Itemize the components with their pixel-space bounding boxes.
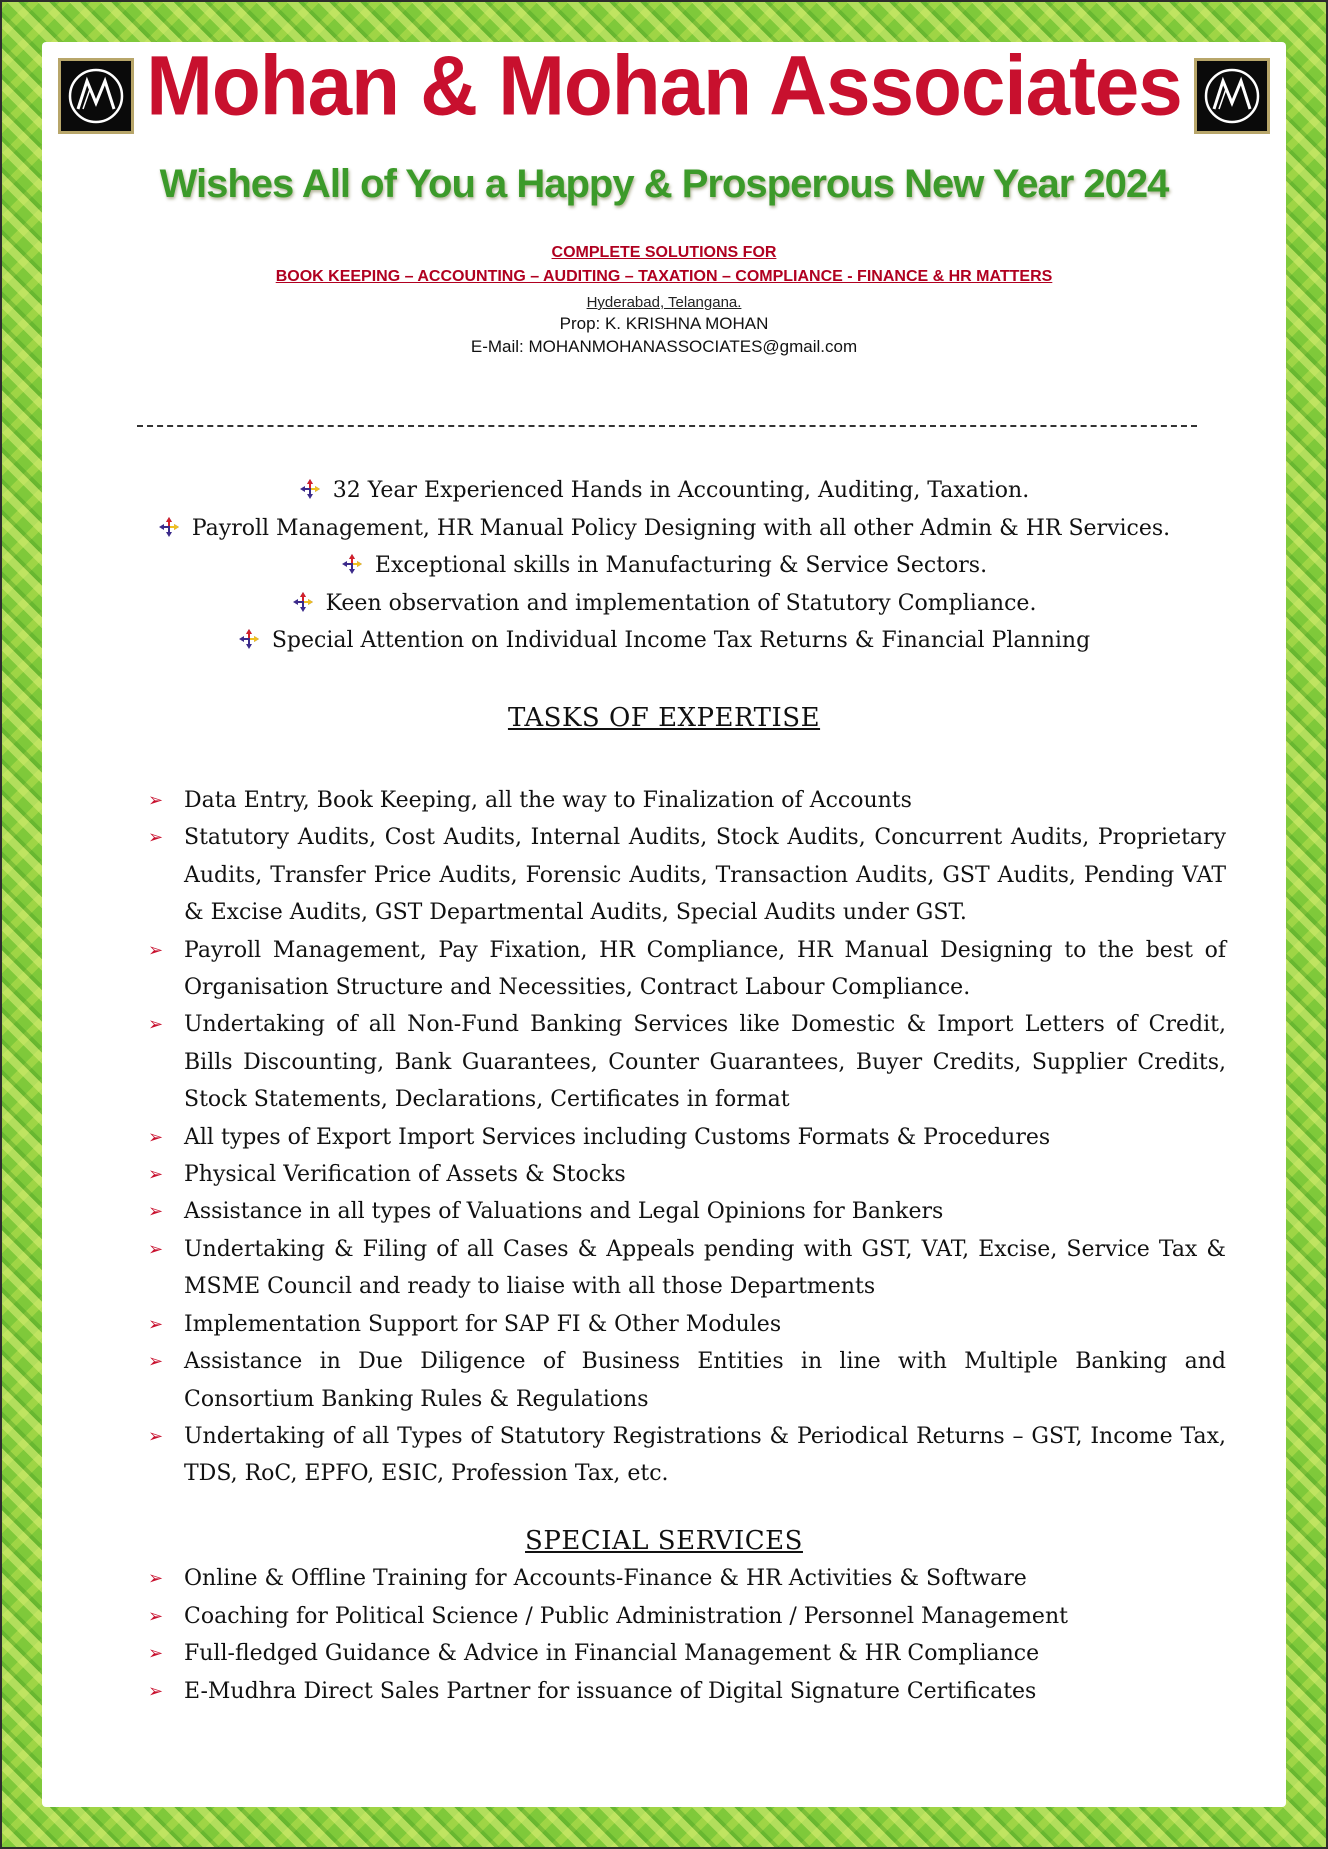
proprietor-name: Prop: K. KRISHNA MOHAN bbox=[559, 314, 769, 333]
highlight-item: Payroll Management, HR Manual Policy Designing with all other Admin & HR Services. bbox=[2, 510, 1326, 548]
chevron-right-icon: ➢ bbox=[148, 1201, 164, 1223]
highlight-item: 32 Year Experienced Hands in Accounting, Auditing, Taxation. bbox=[2, 472, 1326, 510]
special-service-item: ➢ Online & Offline Training for Accounts-Finance & HR Activities & Software bbox=[148, 1560, 1226, 1598]
tasks-heading: TASKS OF EXPERTISE bbox=[507, 703, 821, 733]
chevron-right-icon: ➢ bbox=[148, 1238, 164, 1260]
location: Hyderabad, Telangana. bbox=[586, 294, 742, 311]
task-item: ➢ Payroll Management, Pay Fixation, HR Compliance, HR Manual Designing to the best of Organisation Structure and Necessities, Contract Labour Compliance. bbox=[148, 932, 1226, 1007]
highlight-item: Special Attention on Individual Income Tax Returns & Financial Planning bbox=[2, 622, 1326, 660]
task-item: ➢ Implementation Support for SAP FI & Other Modules bbox=[148, 1306, 1226, 1343]
highlight-item: Exceptional skills in Manufacturing & Service Sectors. bbox=[2, 547, 1326, 585]
task-item: ➢ All types of Export Import Services including Customs Formats & Procedures bbox=[148, 1119, 1226, 1156]
task-item: ➢ Physical Verification of Assets & Stocks bbox=[148, 1156, 1226, 1193]
dashed-divider bbox=[137, 425, 1197, 427]
chevron-right-icon: ➢ bbox=[148, 1680, 164, 1702]
four-way-arrow-icon bbox=[341, 550, 363, 572]
chevron-right-icon: ➢ bbox=[148, 1014, 164, 1036]
task-item: ➢ Undertaking of all Non-Fund Banking Services like Domestic & Import Letters of Credit, Bills Discounting, Bank Guarantees, Counter Guarantees, Buyer Credits, Supplier Credits, Stock Statements, Declarations, Certificates in format bbox=[148, 1006, 1226, 1118]
chevron-right-icon: ➢ bbox=[148, 1425, 164, 1447]
special-services-heading: SPECIAL SERVICES bbox=[525, 1526, 803, 1556]
task-item: ➢ Statutory Audits, Cost Audits, Internal Audits, Stock Audits, Concurrent Audits, Proprietary Audits, Transfer Price Audits, Forensic Audits, Transaction Audits, GST Audits, Pending VAT & Excise Audits, GST Departmental Audits, Special Audits under GST. bbox=[148, 819, 1226, 931]
highlight-item: Keen observation and implementation of Statutory Compliance. bbox=[2, 585, 1326, 623]
special-service-item: ➢ E-Mudhra Direct Sales Partner for issuance of Digital Signature Certificates bbox=[148, 1673, 1226, 1711]
chevron-right-icon: ➢ bbox=[148, 1126, 164, 1148]
highlights-list bbox=[2, 472, 1326, 660]
four-way-arrow-icon bbox=[158, 513, 180, 535]
special-service-item: ➢ Full-fledged Guidance & Advice in Financial Management & HR Compliance bbox=[148, 1635, 1226, 1673]
four-way-arrow-icon bbox=[299, 475, 321, 497]
chevron-right-icon: ➢ bbox=[148, 1313, 164, 1335]
task-item: ➢ Assistance in Due Diligence of Business Entities in line with Multiple Banking and Consortium Banking Rules & Regulations bbox=[148, 1343, 1226, 1418]
solutions-title: COMPLETE SOLUTIONS FOR bbox=[551, 244, 777, 261]
special-services-list bbox=[148, 1560, 1226, 1710]
task-item: ➢ Undertaking & Filing of all Cases & Appeals pending with GST, VAT, Excise, Service Tax & MSME Council and ready to liaise with all those Departments bbox=[148, 1231, 1226, 1306]
chevron-right-icon: ➢ bbox=[148, 1351, 164, 1373]
chevron-right-icon: ➢ bbox=[148, 1164, 164, 1186]
chevron-right-icon: ➢ bbox=[148, 1568, 164, 1589]
new-year-greeting: Wishes All of You a Happy & Prosperous New Year 2024 bbox=[159, 162, 1169, 206]
tasks-list bbox=[148, 782, 1226, 1493]
four-way-arrow-icon bbox=[238, 625, 260, 647]
task-item: ➢ Assistance in all types of Valuations and Legal Opinions for Bankers bbox=[148, 1193, 1226, 1230]
chevron-right-icon: ➢ bbox=[148, 827, 164, 849]
chevron-right-icon: ➢ bbox=[148, 1643, 164, 1664]
chevron-right-icon: ➢ bbox=[148, 790, 164, 811]
solutions-list: BOOK KEEPING – ACCOUNTING – AUDITING – TAXATION – COMPLIANCE - FINANCE & HR MATTERS bbox=[275, 268, 1053, 285]
email-address[interactable]: E-Mail: MOHANMOHANASSOCIATES@gmail.com bbox=[470, 337, 858, 356]
chevron-right-icon: ➢ bbox=[148, 939, 164, 961]
task-item: ➢ Data Entry, Book Keeping, all the way to Finalization of Accounts bbox=[148, 782, 1226, 819]
task-item: ➢ Undertaking of all Types of Statutory Registrations & Periodical Returns – GST, Income Tax, TDS, RoC, EPFO, ESIC, Profession Tax, etc. bbox=[148, 1418, 1226, 1493]
four-way-arrow-icon bbox=[292, 588, 314, 610]
special-service-item: ➢ Coaching for Political Science / Public Administration / Personnel Management bbox=[148, 1598, 1226, 1636]
company-name: Mohan & Mohan Associates bbox=[146, 38, 1182, 133]
chevron-right-icon: ➢ bbox=[148, 1605, 164, 1627]
